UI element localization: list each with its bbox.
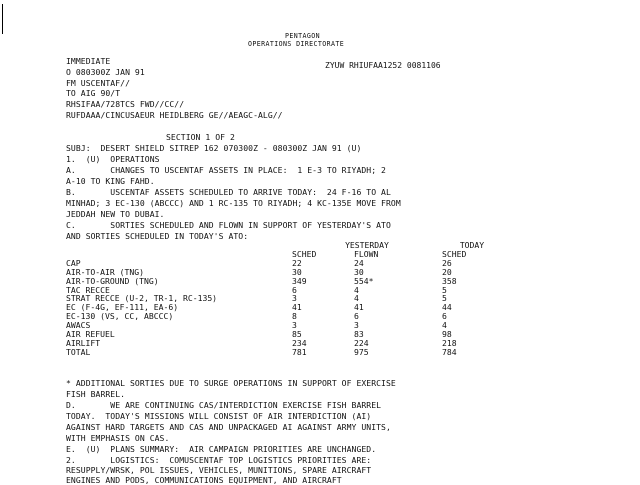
row-label: TAC RECCE	[66, 284, 110, 295]
para-d-line-4: WITH EMPHASIS ON CAS.	[66, 433, 170, 443]
sched-value: 8	[292, 311, 297, 322]
today-value: 98	[442, 329, 452, 340]
para-b-line-3: JEDDAH NEW TO DUBAI.	[66, 209, 165, 219]
today-value: 6	[442, 311, 447, 322]
today-value: 358	[442, 275, 457, 286]
sched-value: 3	[292, 320, 297, 331]
col-today-sched: SCHED	[442, 248, 467, 259]
para-e: E. (U) PLANS SUMMARY: AIR CAMPAIGN PRIORITIES ARE UNCHANGED.	[66, 444, 377, 454]
para-2-line-1: 2. LOGISTICS: COMUSCENTAF TOP LOGISTICS PRIORITIES ARE:	[66, 455, 372, 465]
para-a-line-2: A-10 TO KING FAHD.	[66, 176, 155, 186]
flown-value: 30	[354, 266, 364, 277]
table-row	[66, 312, 502, 321]
today-value: 44	[442, 302, 452, 313]
para-c-line-1: C. SORTIES SCHEDULED AND FLOWN IN SUPPORT OF YESTERDAY'S ATO	[66, 220, 391, 230]
flown-value: 3	[354, 320, 359, 331]
today-value: 26	[442, 257, 452, 268]
info-line-1: RHSIFAA/728TCS FWD//CC//	[66, 99, 185, 109]
flown-value: 4	[354, 293, 359, 304]
table-row-total	[66, 348, 502, 357]
table-group-header	[66, 241, 502, 250]
yesterday-header: YESTERDAY	[345, 240, 389, 250]
sched-value: 85	[292, 329, 302, 340]
col-flown: FLOWN	[354, 248, 379, 259]
flown-value: 41	[354, 302, 364, 313]
sched-value: 30	[292, 266, 302, 277]
row-label: AIRLIFT	[66, 337, 101, 348]
dtg: O 080300Z JAN 91	[66, 67, 145, 77]
org-header: PENTAGON	[285, 32, 320, 40]
sched-value: 6	[292, 284, 297, 295]
row-label: EC (F-4G, EF-111, EA-6)	[66, 302, 179, 313]
text-cursor	[2, 4, 3, 34]
flown-value: 24	[354, 257, 364, 268]
flown-value: 83	[354, 329, 364, 340]
section-label: SECTION 1 OF 2	[166, 132, 235, 142]
flown-value: 4	[354, 284, 359, 295]
row-label: TOTAL	[66, 346, 91, 357]
dept-header: OPERATIONS DIRECTORATE	[248, 40, 345, 48]
table-row	[66, 321, 502, 330]
today-value: 5	[442, 293, 447, 304]
info-line-2: RUFDAAA/CINCUSAEUR HEIDLBERG GE//AEAGC-ALG//	[66, 110, 283, 120]
today-value: 4	[442, 320, 447, 331]
row-label: AIR-TO-GROUND (TNG)	[66, 275, 159, 286]
row-label: AIR-TO-AIR (TNG)	[66, 266, 144, 277]
para-c-line-2: AND SORTIES SCHEDULED IN TODAY'S ATO:	[66, 231, 249, 241]
para-2-line-3: ENGINES AND PODS, COMMUNICATIONS EQUIPMENT, AND AIRCRAFT	[66, 475, 342, 485]
row-label: AIR REFUEL	[66, 329, 115, 340]
to-line: TO AIG 90/T	[66, 88, 121, 98]
flown-value: 975	[354, 346, 369, 357]
today-value: 5	[442, 284, 447, 295]
today-header: TODAY	[459, 240, 485, 250]
footnote-line-1: * ADDITIONAL SORTIES DUE TO SURGE OPERATIONS IN SUPPORT OF EXERCISE	[66, 378, 396, 388]
para-a-line-1: A. CHANGES TO USCENTAF ASSETS IN PLACE: 1 E-3 TO RIYADH; 2	[66, 165, 386, 175]
sched-value: 41	[292, 302, 302, 313]
today-value: 20	[442, 266, 452, 277]
row-label: AWACS	[66, 320, 91, 331]
para-d-line-2: TODAY. TODAY'S MISSIONS WILL CONSIST OF AIR INTERDICTION (AI)	[66, 411, 372, 421]
from-line: FM USCENTAF//	[66, 78, 130, 88]
table-row	[66, 277, 502, 286]
message-id: ZYUW RHIUFAA1252 0081106	[325, 61, 441, 70]
col-sched: SCHED	[292, 248, 317, 259]
row-label: CAP	[66, 257, 81, 268]
table-row	[66, 339, 502, 348]
table-row	[66, 330, 502, 339]
sched-value: 781	[292, 346, 307, 357]
flown-value: 6	[354, 311, 359, 322]
today-value: 218	[442, 337, 457, 348]
flown-value: 554*	[354, 275, 374, 286]
para-2-line-2: RESUPPLY/WRSK, POL ISSUES, VEHICLES, MUNITIONS, SPARE AIRCRAFT	[66, 465, 372, 475]
precedence: IMMEDIATE	[66, 56, 111, 66]
para-b-line-1: B. USCENTAF ASSETS SCHEDULED TO ARRIVE TODAY: 24 F-16 TO AL	[66, 187, 391, 197]
para-b-line-2: MINHAD; 3 EC-130 (ABCCC) AND 1 RC-135 TO RIYADH; 4 KC-135E MOVE FROM	[66, 198, 401, 208]
sched-value: 3	[292, 293, 297, 304]
sched-value: 22	[292, 257, 302, 268]
para-1: 1. (U) OPERATIONS	[66, 154, 160, 164]
para-d-line-1: D. WE ARE CONTINUING CAS/INTERDICTION EXERCISE FISH BARREL	[66, 400, 382, 410]
row-label: STRAT RECCE (U-2, TR-1, RC-135)	[66, 293, 218, 304]
footnote-line-2: FISH BARREL.	[66, 389, 126, 399]
sched-value: 234	[292, 337, 307, 348]
subject-line: SUBJ: DESERT SHIELD SITREP 162 070300Z - 080300Z JAN 91 (U)	[66, 143, 362, 153]
row-label: EC-130 (VS, CC, ABCCC)	[66, 311, 174, 322]
table-column-header	[66, 250, 502, 259]
sched-value: 349	[292, 275, 307, 286]
flown-value: 224	[354, 337, 369, 348]
sorties-table	[66, 241, 502, 357]
today-value: 784	[442, 346, 457, 357]
para-d-line-3: AGAINST HARD TARGETS AND CAS AND UNPACKAGED AI AGAINST ARMY UNITS,	[66, 422, 391, 432]
